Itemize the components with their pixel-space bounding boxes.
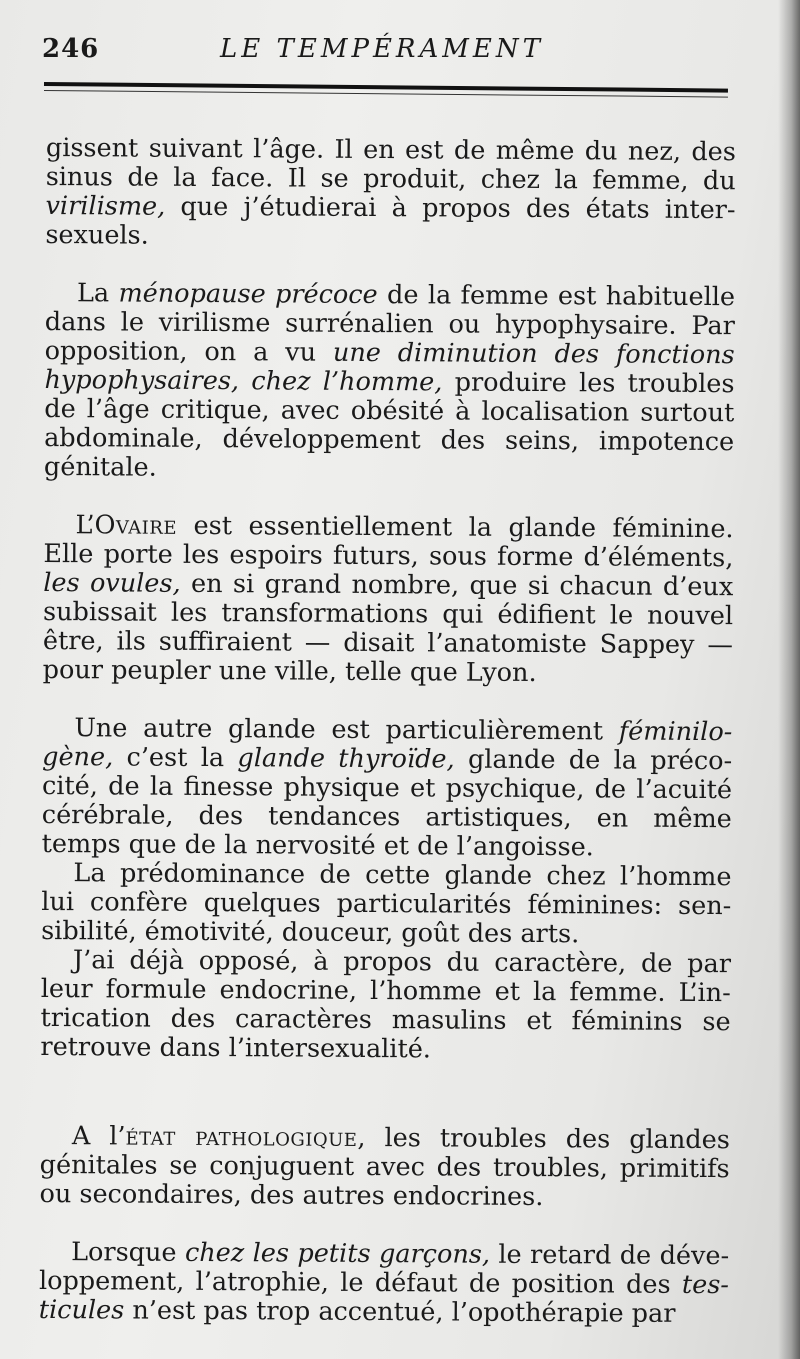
text-run: glande de la précocité, de la finesse physique et psychique, de l’acuité cérébrale, des tendances artistiques, en même temps que de la nervosité et de l’angoisse. — [41, 744, 733, 863]
text-run: J’ai déjà opposé, à propos du caractère, de par leur formule endocrine, l’homme et la femme. L’intrication des caractères masulins et féminins se retrouve dans l’intersexualité. — [40, 945, 732, 1065]
small-caps-text: Ovaire — [94, 510, 178, 541]
italic-text: chez les petits garçons, — [184, 1237, 491, 1270]
text-run: gissent suivant l’âge. Il en est de même du nez, des sinus de la face. Il se produit, chez la femme, du — [45, 133, 736, 197]
italic-text: féminilogène, — [42, 716, 733, 773]
paragraph — [39, 1238, 730, 1329]
paragraph — [45, 134, 736, 254]
text-run: La prédominance de cette glande chez l’homme lui confère quelques particularités féminines: sensibilité, émotivité, douceur, goût des arts. — [41, 858, 732, 950]
italic-text: virilisme, — [45, 190, 166, 222]
small-caps-text: état pathologique — [125, 1121, 358, 1153]
body-text — [39, 134, 736, 1329]
text-run: A l’ — [71, 1121, 126, 1152]
italic-text: une diminution des fonctions hypophysaires, chez l’homme, — [44, 337, 735, 398]
italic-text: ménopause précoce — [118, 278, 378, 311]
text-run: produire les troubles de l’âge critique, avec obésité à localisation surtout abdominale, développement des seins, impotence génitale. — [43, 367, 735, 483]
running-title: LE TEMPÉRAMENT — [220, 34, 544, 64]
text-run: est essentiellement la glande féminine. Elle porte les espoirs futurs, sous forme d’éléments, — [43, 510, 734, 574]
text-run: L’ — [75, 510, 95, 541]
paragraph — [42, 714, 733, 863]
text-run: La — [76, 278, 119, 309]
page-header — [42, 34, 732, 74]
text-run: n’est pas trop accentué, l’opothérapie par — [124, 1295, 676, 1329]
paragraph — [39, 1122, 730, 1213]
italic-text: les ovules, — [43, 567, 181, 599]
text-run: Une autre glande est particulièrement — [74, 713, 619, 747]
italic-text: glande thyroïde, — [237, 743, 455, 775]
page-number: 246 — [42, 34, 100, 64]
paragraph — [43, 511, 734, 689]
text-run: c’est la — [113, 742, 238, 774]
paragraph — [40, 946, 731, 1066]
paragraph — [41, 859, 732, 950]
italic-text: testicules — [38, 1269, 730, 1326]
paragraph — [44, 279, 735, 486]
text-run: en si grand nombre, que si chacun d’eux subissait les transformations qui édifient le nouvel être, ils suffiraient — disait l’anatomiste Sappey — pour peupler une ville, telle que Lyon. — [42, 568, 734, 689]
text-run: , les troubles des glandes génitales se conjuguent avec des troubles, primitifs ou secondaires, des autres endocrines. — [39, 1122, 730, 1213]
text-run: le retard de développement, l’atrophie, le défaut de position des — [38, 1239, 730, 1300]
text-run: Lorsque — [71, 1237, 186, 1268]
page-edge-shadow — [778, 0, 800, 1359]
text-run: que j’étudierai à propos des états intersexuels. — [45, 191, 736, 251]
text-run: de la femme est habituelle dans le virilisme surrénalien ou hypophysaire. Par opposition, on a vu — [44, 280, 736, 368]
